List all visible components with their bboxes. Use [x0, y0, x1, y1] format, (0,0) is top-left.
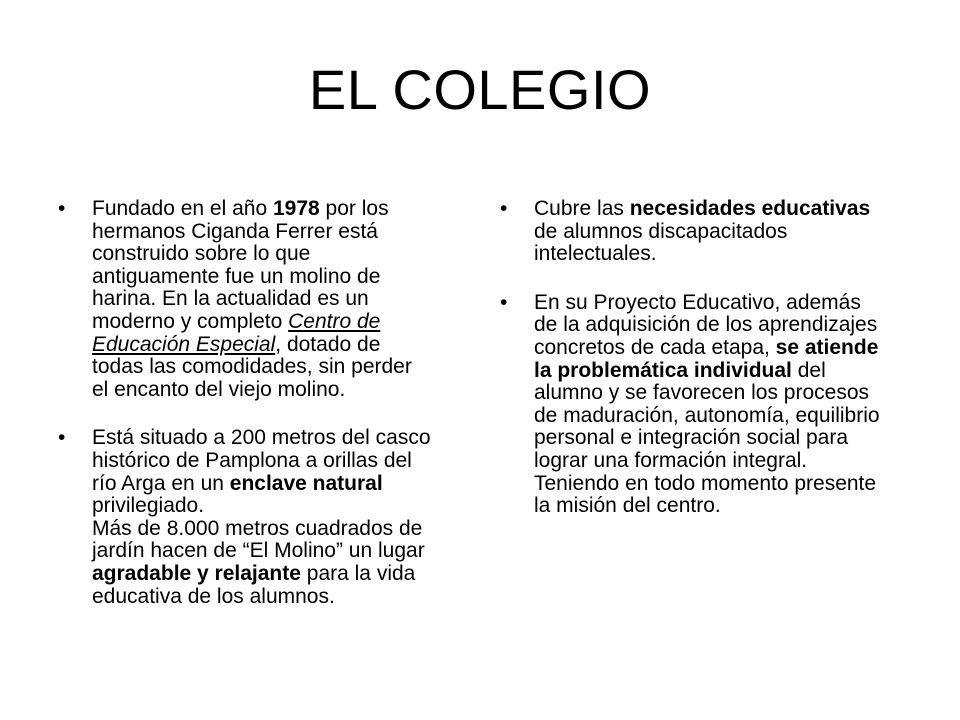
list-item	[58, 198, 434, 401]
text-run: Fundado en el año	[92, 197, 273, 220]
text-run: En su Proyecto Educativo, además de la adquisición de los aprendizajes concretos de cada etapa,	[534, 290, 878, 359]
paragraph-project	[534, 292, 890, 518]
text-run: , dotado de todas las comodidades, sin perder el encanto del viejo molino.	[92, 332, 412, 401]
text-run: de alumnos discapacitados intelectuales.	[534, 219, 788, 266]
bold-agradable: agradable y relajante	[92, 561, 301, 585]
text-run: privilegiado.	[92, 494, 205, 518]
bold-year: 1978	[272, 197, 320, 220]
text-run: Más de 8.000 metros cuadrados de jardín hacen de “El Molino” un lugar	[92, 516, 425, 563]
bold-problematica: se atiende la problemática individual	[534, 335, 879, 382]
bullet-icon: •	[500, 197, 508, 220]
paragraph-location	[92, 427, 434, 608]
list-item	[58, 427, 434, 608]
text-run: del alumno y se favorecen los procesos de maduración, autonomía, equilibrio personal e integración social para lograr una formación integral. Teniendo en todo momento presente la misión del centro.	[534, 358, 880, 518]
right-column	[500, 198, 890, 544]
bullet-icon: •	[58, 197, 66, 220]
bold-enclave: enclave natural	[229, 471, 383, 495]
text-run: por los hermanos Ciganda Ferrer está construido sobre lo que antiguamente fue un molino de harina. En la actualidad es un moderno y completo	[92, 197, 389, 333]
list-item	[500, 292, 890, 518]
bullet-icon: •	[500, 290, 508, 314]
bold-necesidades: necesidades educativas	[629, 197, 871, 220]
paragraph-founding	[92, 198, 434, 401]
link-centro-educacion-especial[interactable]: Centro de Educación Especial	[92, 309, 381, 356]
text-run: para la vida educativa de los alumnos.	[92, 561, 416, 608]
slide-title: EL COLEGIO	[308, 58, 652, 121]
bullet-icon: •	[58, 426, 66, 450]
left-column	[58, 198, 434, 634]
list-item	[500, 198, 890, 266]
text-run: Está situado a 200 metros del casco histórico de Pamplona a orillas del río Arga en un	[92, 426, 431, 495]
paragraph-needs	[534, 198, 890, 266]
text-run: Cubre las	[534, 197, 630, 220]
